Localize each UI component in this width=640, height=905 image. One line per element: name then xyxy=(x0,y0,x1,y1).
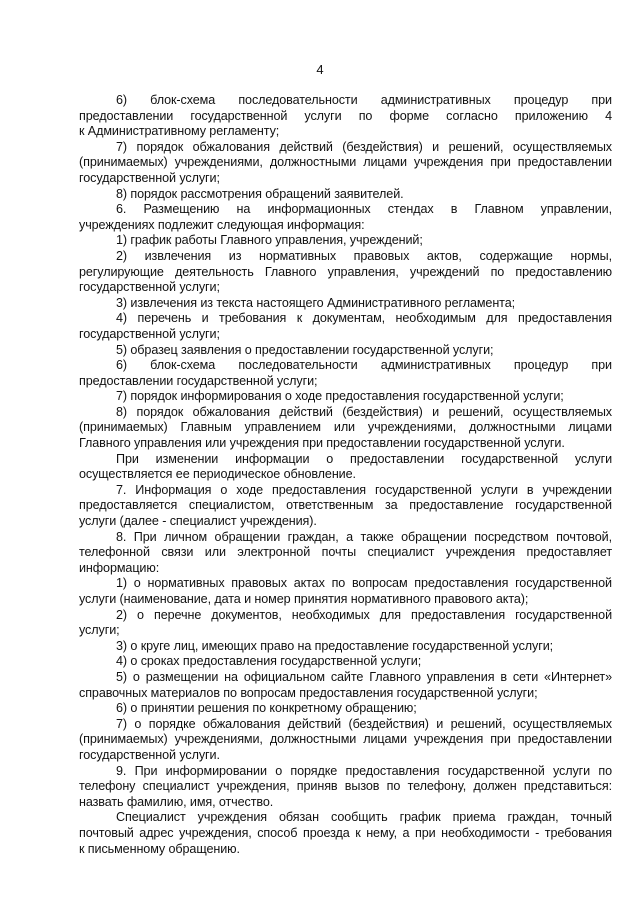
document-body xyxy=(79,93,612,857)
text-line: (принимаемых) учреждениями, должностными лицами учреждения при предоставлении xyxy=(79,732,612,747)
text-line: регулирующие деятельность Главного управления, учреждений по предоставлению xyxy=(79,264,612,279)
text-line: услуги (далее - специалист учреждения). xyxy=(79,514,317,529)
text-line: телефону специалист учреждения, приняв вызов по телефону, должен представиться: xyxy=(79,779,612,794)
text-line: 3) извлечения из текста настоящего Административного регламента; xyxy=(116,295,516,310)
text-line: предоставляется специалистом, ответственным за предоставление государственной xyxy=(79,498,612,513)
text-line: Главного управления или учреждения при предоставлении государственной услуги. xyxy=(79,436,565,451)
text-line: назвать фамилию, имя, отчество. xyxy=(79,794,274,809)
text-line: 8) порядок рассмотрения обращений заявителей. xyxy=(116,186,404,201)
text-line: 7) порядок информирования о ходе предоставления государственной услуги; xyxy=(116,389,564,404)
text-line: учреждениях подлежит следующая информация: xyxy=(79,217,365,232)
text-line: 7) о порядке обжалования действий (бездействия) и решений, осуществляемых xyxy=(116,716,612,731)
text-line: 7. Информация о ходе предоставления государственной услуги в учреждении xyxy=(116,482,612,497)
text-line: 8) порядок обжалования действий (бездействия) и решений, осуществляемых xyxy=(116,404,612,419)
text-line: 6) блок-схема последовательности административных процедур при xyxy=(116,93,612,107)
text-line: 8. При личном обращении граждан, а также обращении посредством почтовой, xyxy=(116,529,612,544)
text-line: услуги; xyxy=(79,623,120,638)
text-line: (принимаемых) учреждениями, должностными лицами учреждения при предоставлении xyxy=(79,155,612,170)
text-line: осуществляется ее периодическое обновление. xyxy=(79,467,356,482)
text-line: государственной услуги; xyxy=(79,280,220,295)
text-line: 6. Размещению на информационных стендах в Главном управлении, xyxy=(116,202,612,217)
text-line: 6) блок-схема последовательности административных процедур при xyxy=(116,358,612,373)
text-line: к письменному обращению. xyxy=(79,841,240,856)
text-line: предоставлении государственной услуги; xyxy=(79,373,318,388)
text-line: справочных материалов по вопросам предоставления государственной услуги; xyxy=(79,685,538,700)
text-line: Специалист учреждения обязан сообщить график приема граждан, точный xyxy=(116,810,612,825)
text-line: почтовый адрес учреждения, способ проезда к нему, а при необходимости - требования xyxy=(79,825,612,840)
text-line: предоставлении государственной услуги по форме согласно приложению 4 xyxy=(79,108,612,123)
text-line: 4) перечень и требования к документам, необходимым для предоставления xyxy=(116,311,612,326)
page-number: 4 xyxy=(316,62,324,77)
text-line: 7) порядок обжалования действий (бездействия) и решений, осуществляемых xyxy=(116,139,612,154)
text-line: 5) о размещении на официальном сайте Главного управления в сети «Интернет» xyxy=(116,669,612,684)
text-line: 1) график работы Главного управления, учреждений; xyxy=(116,233,423,248)
text-line: телефонной связи или электронной почты специалист учреждения предоставляет xyxy=(79,545,612,560)
text-line: 2) о перечне документов, необходимых для предоставления государственной xyxy=(116,607,612,622)
text-line: (принимаемых) Главным управлением или учреждениями, должностными лицами xyxy=(79,420,612,435)
text-line: 1) о нормативных правовых актах по вопросам предоставления государственной xyxy=(116,576,612,591)
text-line: государственной услуги; xyxy=(79,170,220,185)
text-line: услуги (наименование, дата и номер принятия нормативного правового акта); xyxy=(79,592,529,606)
text-line: к Административному регламенту; xyxy=(79,124,280,139)
text-line: государственной услуги; xyxy=(79,326,220,341)
text-line: 6) о принятии решения по конкретному обращению; xyxy=(116,701,417,716)
text-line: 4) о сроках предоставления государственной услуги; xyxy=(116,654,422,669)
text-line: 9. При информировании о порядке предоставления государственной услуги по xyxy=(116,763,612,778)
text-line: При изменении информации о предоставлении государственной услуги xyxy=(116,451,612,466)
text-line: 3) о круге лиц, имеющих право на предоставление государственной услуги; xyxy=(116,638,554,653)
text-line: информацию: xyxy=(79,560,160,575)
text-line: 5) образец заявления о предоставлении государственной услуги; xyxy=(116,342,494,357)
text-line: государственной услуги. xyxy=(79,747,220,762)
text-line: 2) извлечения из нормативных правовых актов, содержащие нормы, xyxy=(116,248,612,263)
